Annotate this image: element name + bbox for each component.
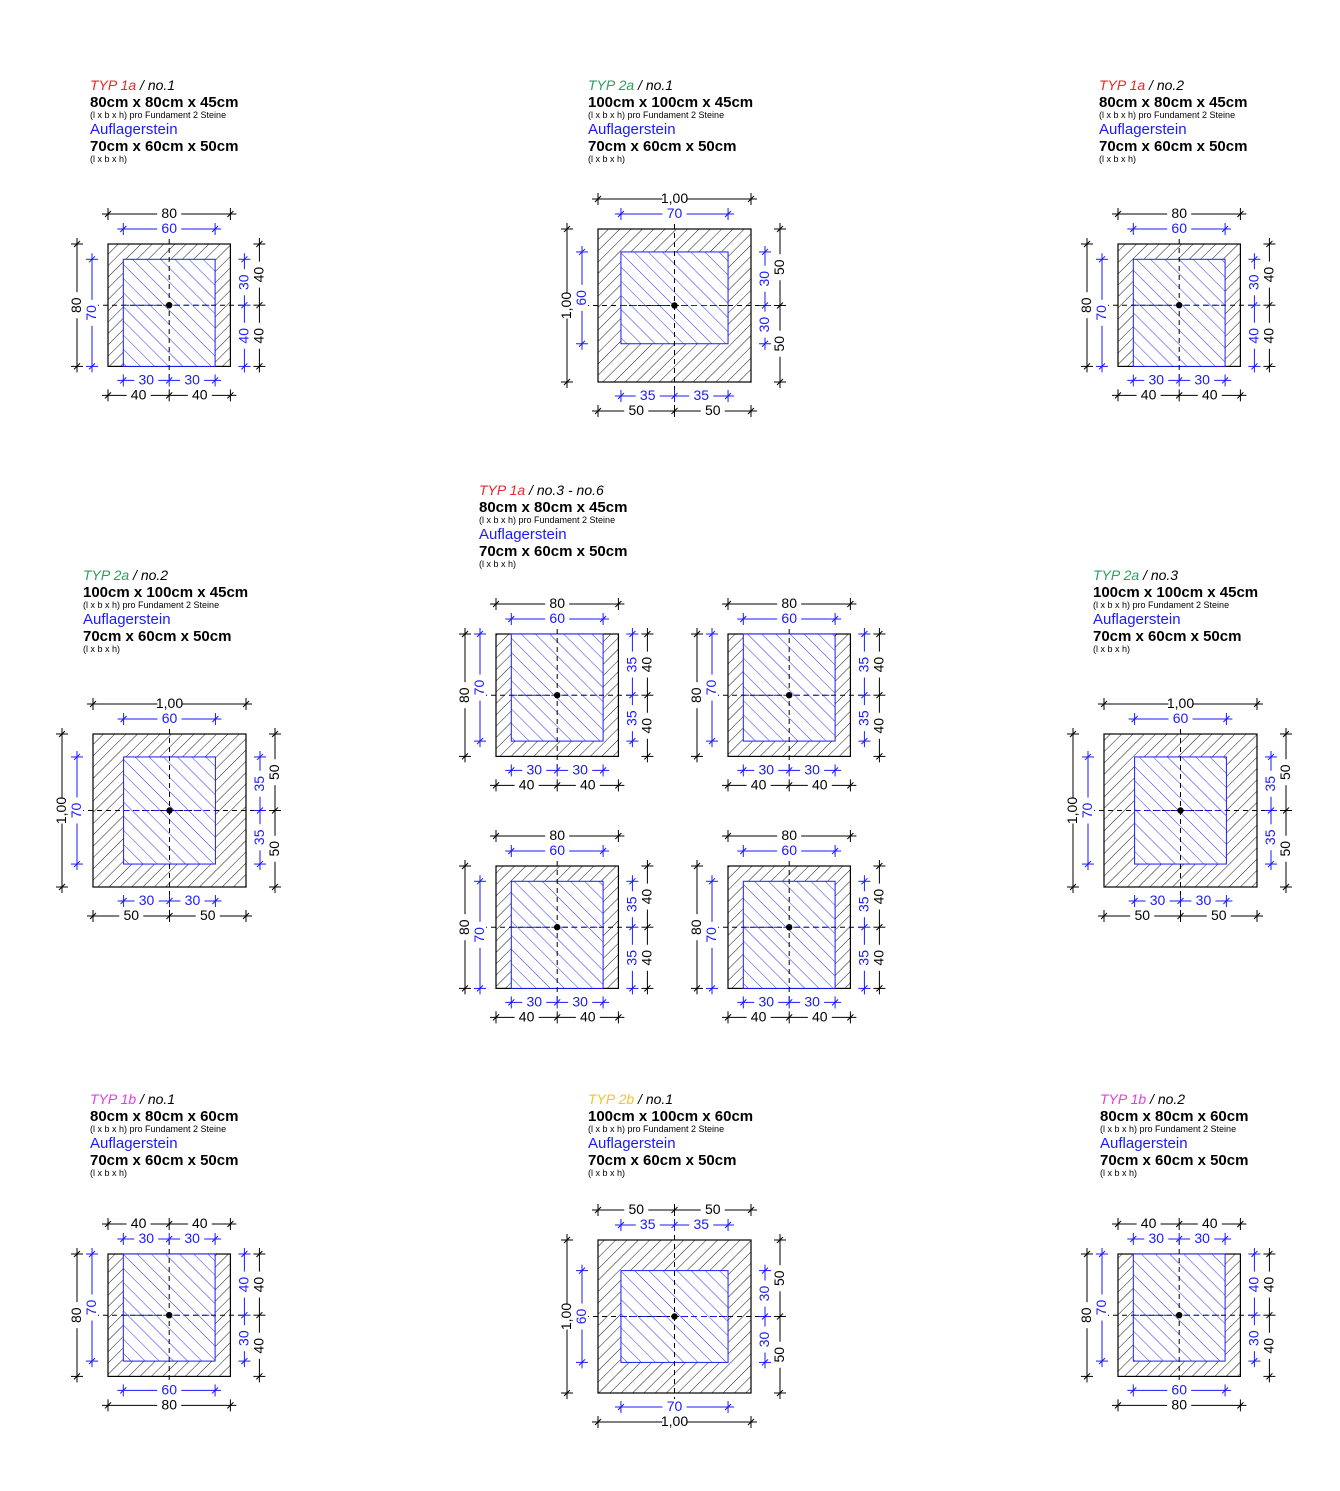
dimension-label: 40: [750, 1008, 767, 1025]
dimension-label: 40: [638, 950, 655, 966]
dimension-label: 30: [756, 1285, 772, 1302]
center-point: [166, 807, 172, 813]
type-name: TYP 1a: [479, 482, 526, 498]
foundation-dimensions: 80cm x 80cm x 45cm: [1099, 94, 1248, 111]
type-name: TYP 1b: [90, 1091, 137, 1107]
type-number: / no.3 - no.6: [525, 482, 604, 498]
foundation-dimensions: 80cm x 80cm x 45cm: [479, 499, 628, 516]
foundation-typ1a-no1: [68, 205, 266, 402]
dimension-label: 80: [549, 595, 565, 611]
type-name: TYP 2a: [588, 77, 635, 93]
foundation-dimensions: 100cm x 100cm x 60cm: [588, 1108, 754, 1125]
auflagerstein-label: Auflagerstein: [479, 526, 567, 543]
foundation-typ2a-no1: [558, 190, 787, 418]
dimension-label: 80: [1171, 205, 1187, 221]
dimension-label: 40: [812, 776, 828, 793]
dimension-label: 60: [161, 220, 177, 236]
dimension-label: 30: [804, 761, 820, 778]
dimension-label: 1,00: [1064, 796, 1080, 825]
dimension-label: 35: [855, 950, 872, 966]
dimension-label: 40: [518, 1008, 535, 1025]
dimension-label: 60: [781, 842, 797, 858]
dimension-label: 70: [1079, 802, 1095, 819]
dimension-label: 40: [580, 776, 596, 793]
foundation-dimensions: 100cm x 100cm x 45cm: [588, 94, 754, 111]
dimension-label: 70: [1093, 305, 1109, 321]
dimension-label: 60: [573, 1308, 589, 1325]
dimension-label: 60: [1172, 710, 1189, 726]
dimension-label: 50: [1210, 907, 1227, 923]
center-point: [166, 1312, 172, 1318]
dimension-label: 70: [471, 679, 487, 696]
dimension-label: 70: [68, 802, 84, 819]
dimension-label: 30: [1194, 1230, 1210, 1246]
dimension-label: 35: [623, 710, 640, 726]
center-point: [671, 302, 677, 308]
dimension-label: 1,00: [660, 1413, 689, 1429]
type-number: / no.1: [136, 77, 176, 93]
type-name: TYP 2a: [83, 567, 130, 583]
dimension-label: 60: [1171, 1381, 1187, 1398]
dimension-label: 50: [199, 907, 216, 923]
dimension-label: 40: [250, 266, 267, 283]
dimension-label: 40: [250, 1338, 267, 1354]
dimension-label: 40: [1245, 1276, 1262, 1293]
dimension-label: 80: [1171, 1396, 1187, 1413]
dimension-label: 80: [161, 1396, 177, 1413]
dimension-label: 35: [855, 656, 872, 673]
dimension-label: 40: [1260, 1338, 1277, 1354]
auflagerstein-dimensions: 70cm x 60cm x 50cm: [479, 543, 628, 560]
auflagerstein-label: Auflagerstein: [83, 611, 171, 628]
dimension-label: 60: [549, 610, 565, 626]
dimension-label: 40: [1140, 1215, 1157, 1231]
type-number: / no.2: [129, 567, 169, 583]
dimension-label: 70: [83, 1299, 99, 1316]
foundation-dimensions: 80cm x 80cm x 60cm: [90, 1108, 239, 1125]
dimension-label: 50: [266, 840, 282, 857]
dimension-label: 80: [688, 687, 704, 703]
dimension-label: 30: [138, 1230, 155, 1246]
dimension-label: 40: [250, 1276, 267, 1293]
type-number: / no.1: [136, 1091, 176, 1107]
dimension-label: 1,00: [53, 796, 69, 825]
dimension-note-lbh: (l x b x h): [588, 1168, 626, 1178]
center-point: [554, 692, 560, 698]
dimension-label: 30: [756, 316, 772, 333]
dimension-label: 50: [1277, 764, 1293, 781]
auflagerstein-dimensions: 70cm x 60cm x 50cm: [90, 138, 239, 155]
dimension-label: 70: [666, 205, 683, 221]
dimension-label: 70: [703, 927, 719, 943]
dimension-label: 80: [688, 919, 704, 935]
dimension-note-lbh: (l x b x h): [90, 154, 128, 164]
dimension-label: 40: [130, 386, 147, 403]
dimension-label: 1,00: [558, 1302, 574, 1331]
foundation-dimensions: 100cm x 100cm x 45cm: [83, 584, 249, 601]
foundation-typ2a-no2: [53, 695, 282, 923]
dimension-label: 40: [870, 888, 887, 905]
dimension-label: 35: [623, 896, 640, 913]
auflagerstein-dimensions: 70cm x 60cm x 50cm: [1093, 628, 1242, 645]
dimension-label: 30: [235, 274, 252, 291]
dimension-label: 40: [1260, 328, 1277, 344]
dimension-label: 40: [638, 656, 655, 673]
dimension-label: 35: [855, 896, 872, 913]
dimension-label: 50: [123, 907, 140, 923]
dimension-label: 30: [804, 993, 820, 1010]
dimension-label: 30: [1194, 371, 1210, 388]
dimension-label: 60: [161, 1381, 177, 1398]
dimension-label: 30: [758, 993, 775, 1010]
auflagerstein-label: Auflagerstein: [1099, 121, 1187, 138]
dimension-label: 70: [1093, 1299, 1109, 1316]
dimension-label: 40: [1202, 386, 1218, 403]
dimension-note: (l x b x h) pro Fundament 2 Steine: [588, 1124, 725, 1134]
foundation-typ1b-no2: [1078, 1215, 1276, 1412]
dimension-label: 60: [161, 710, 178, 726]
type-number: / no.3: [1139, 567, 1179, 583]
type-number: / no.2: [1146, 1091, 1186, 1107]
foundation-typ1a-no6: [688, 827, 886, 1024]
foundation-typ1a-no4: [688, 595, 886, 792]
dimension-note-lbh: (l x b x h): [1099, 154, 1137, 164]
dimension-label: 30: [756, 1331, 772, 1348]
dimension-label: 40: [1260, 1276, 1277, 1293]
auflagerstein-label: Auflagerstein: [588, 121, 676, 138]
dimension-label: 40: [1140, 386, 1157, 403]
dimension-label: 80: [68, 297, 84, 313]
dimension-note: (l x b x h) pro Fundament 2 Steine: [1093, 600, 1230, 610]
type-name: TYP 1b: [1100, 1091, 1147, 1107]
dimension-label: 30: [1245, 274, 1262, 291]
dimension-label: 50: [1277, 840, 1293, 857]
type-name: TYP 2b: [588, 1091, 635, 1107]
foundation-typ2a-no3: [1064, 695, 1293, 923]
dimension-note-lbh: (l x b x h): [479, 559, 517, 569]
dimension-label: 35: [251, 829, 267, 846]
dimension-label: 40: [750, 776, 767, 793]
dimension-label: 60: [781, 610, 797, 626]
dimension-label: 80: [456, 687, 472, 703]
dimension-label: 40: [192, 1215, 208, 1231]
dimension-label: 80: [456, 919, 472, 935]
dimension-note-lbh: (l x b x h): [1093, 644, 1131, 654]
dimension-label: 40: [580, 1008, 596, 1025]
type-name: TYP 1a: [1099, 77, 1146, 93]
foundation-dimensions: 100cm x 100cm x 45cm: [1093, 584, 1259, 601]
dimension-note-lbh: (l x b x h): [1100, 1168, 1138, 1178]
auflagerstein-dimensions: 70cm x 60cm x 50cm: [588, 138, 737, 155]
dimension-label: 40: [192, 386, 208, 403]
foundation-typ2b-no1: [558, 1201, 787, 1429]
dimension-label: 30: [572, 993, 588, 1010]
dimension-note-lbh: (l x b x h): [83, 644, 121, 654]
dimension-label: 70: [666, 1398, 683, 1414]
dimension-label: 70: [83, 305, 99, 321]
type-name: TYP 1a: [90, 77, 137, 93]
dimension-label: 60: [573, 290, 589, 306]
dimension-label: 1,00: [660, 190, 689, 206]
center-point: [1176, 302, 1182, 308]
type-number: / no.2: [1145, 77, 1185, 93]
dimension-label: 70: [703, 679, 719, 696]
type-number: / no.1: [634, 1091, 674, 1107]
dimension-note-lbh: (l x b x h): [588, 154, 626, 164]
dimension-label: 50: [266, 764, 282, 781]
dimension-label: 40: [638, 888, 655, 905]
dimension-label: 35: [623, 656, 640, 673]
auflagerstein-label: Auflagerstein: [90, 121, 178, 138]
dimension-label: 40: [518, 776, 535, 793]
dimension-label: 35: [855, 710, 872, 726]
dimension-label: 30: [758, 761, 775, 778]
dimension-label: 80: [781, 827, 797, 843]
dimension-label: 35: [693, 1216, 710, 1232]
auflagerstein-label: Auflagerstein: [1093, 611, 1181, 628]
dimension-label: 30: [756, 270, 772, 287]
foundation-typ1b-no1: [68, 1215, 266, 1412]
dimension-label: 40: [870, 718, 887, 734]
dimension-label: 40: [235, 1276, 252, 1293]
dimension-note: (l x b x h) pro Fundament 2 Steine: [479, 515, 616, 525]
dimension-label: 40: [870, 950, 887, 966]
dimension-label: 50: [628, 1201, 645, 1217]
dimension-label: 80: [781, 595, 797, 611]
foundation-typ1a-no3: [456, 595, 654, 792]
auflagerstein-dimensions: 70cm x 60cm x 50cm: [83, 628, 232, 645]
dimension-label: 30: [1148, 371, 1165, 388]
auflagerstein-dimensions: 70cm x 60cm x 50cm: [1100, 1152, 1249, 1169]
dimension-label: 35: [639, 1216, 656, 1232]
dimension-label: 1,00: [155, 695, 184, 711]
dimension-label: 70: [471, 927, 487, 943]
dimension-note-lbh: (l x b x h): [90, 1168, 128, 1178]
auflagerstein-label: Auflagerstein: [1100, 1135, 1188, 1152]
dimension-label: 40: [250, 328, 267, 344]
dimension-note: (l x b x h) pro Fundament 2 Steine: [83, 600, 220, 610]
dimension-note: (l x b x h) pro Fundament 2 Steine: [1099, 110, 1236, 120]
dimension-label: 30: [138, 371, 155, 388]
dimension-label: 80: [68, 1307, 84, 1323]
dimension-label: 30: [526, 761, 543, 778]
auflagerstein-dimensions: 70cm x 60cm x 50cm: [90, 1152, 239, 1169]
dimension-label: 40: [1260, 266, 1277, 283]
dimension-label: 30: [138, 892, 155, 908]
dimension-label: 40: [130, 1215, 147, 1231]
foundation-dimensions: 80cm x 80cm x 45cm: [90, 94, 239, 111]
dimension-note: (l x b x h) pro Fundament 2 Steine: [90, 1124, 227, 1134]
dimension-label: 35: [623, 950, 640, 966]
dimension-label: 50: [771, 1346, 787, 1363]
dimension-label: 30: [1195, 892, 1212, 908]
center-point: [1176, 1312, 1182, 1318]
dimension-label: 30: [1148, 1230, 1165, 1246]
dimension-label: 30: [184, 371, 200, 388]
dimension-label: 40: [1245, 328, 1262, 344]
dimension-label: 1,00: [1166, 695, 1195, 711]
dimension-label: 35: [693, 387, 710, 403]
dimension-label: 50: [1134, 907, 1151, 923]
dimension-label: 30: [235, 1330, 252, 1346]
foundation-typ1a-no5: [456, 827, 654, 1024]
center-point: [554, 924, 560, 930]
dimension-note: (l x b x h) pro Fundament 2 Steine: [1100, 1124, 1237, 1134]
auflagerstein-dimensions: 70cm x 60cm x 50cm: [1099, 138, 1248, 155]
dimension-label: 30: [572, 761, 588, 778]
dimension-label: 35: [1262, 775, 1278, 792]
dimension-label: 50: [704, 1201, 721, 1217]
dimension-label: 60: [549, 842, 565, 858]
center-point: [166, 302, 172, 308]
dimension-label: 50: [771, 1270, 787, 1287]
auflagerstein-label: Auflagerstein: [588, 1135, 676, 1152]
type-name: TYP 2a: [1093, 567, 1140, 583]
auflagerstein-label: Auflagerstein: [90, 1135, 178, 1152]
dimension-note: (l x b x h) pro Fundament 2 Steine: [90, 110, 227, 120]
dimension-label: 40: [1202, 1215, 1218, 1231]
dimension-label: 35: [639, 387, 656, 403]
center-point: [671, 1313, 677, 1319]
dimension-label: 30: [184, 1230, 200, 1246]
foundation-dimensions: 80cm x 80cm x 60cm: [1100, 1108, 1249, 1125]
dimension-label: 40: [638, 718, 655, 734]
center-point: [786, 924, 792, 930]
dimension-label: 40: [870, 656, 887, 673]
dimension-label: 35: [1262, 829, 1278, 846]
dimension-label: 30: [1245, 1330, 1262, 1346]
dimension-label: 50: [771, 259, 787, 276]
foundation-typ1a-no2: [1078, 205, 1276, 402]
dimension-label: 80: [549, 827, 565, 843]
center-point: [786, 692, 792, 698]
dimension-label: 1,00: [558, 291, 574, 320]
dimension-label: 30: [1149, 892, 1166, 908]
dimension-note: (l x b x h) pro Fundament 2 Steine: [588, 110, 725, 120]
dimension-label: 40: [812, 1008, 828, 1025]
dimension-label: 80: [161, 205, 177, 221]
dimension-label: 60: [1171, 220, 1187, 236]
dimension-label: 30: [184, 892, 201, 908]
dimension-label: 40: [235, 328, 252, 344]
dimension-label: 30: [526, 993, 543, 1010]
dimension-label: 80: [1078, 1307, 1094, 1323]
center-point: [1177, 807, 1183, 813]
dimension-label: 50: [628, 402, 645, 418]
dimension-label: 35: [251, 775, 267, 792]
auflagerstein-dimensions: 70cm x 60cm x 50cm: [588, 1152, 737, 1169]
type-number: / no.1: [634, 77, 674, 93]
dimension-label: 80: [1078, 297, 1094, 313]
dimension-label: 50: [704, 402, 721, 418]
dimension-label: 50: [771, 335, 787, 352]
